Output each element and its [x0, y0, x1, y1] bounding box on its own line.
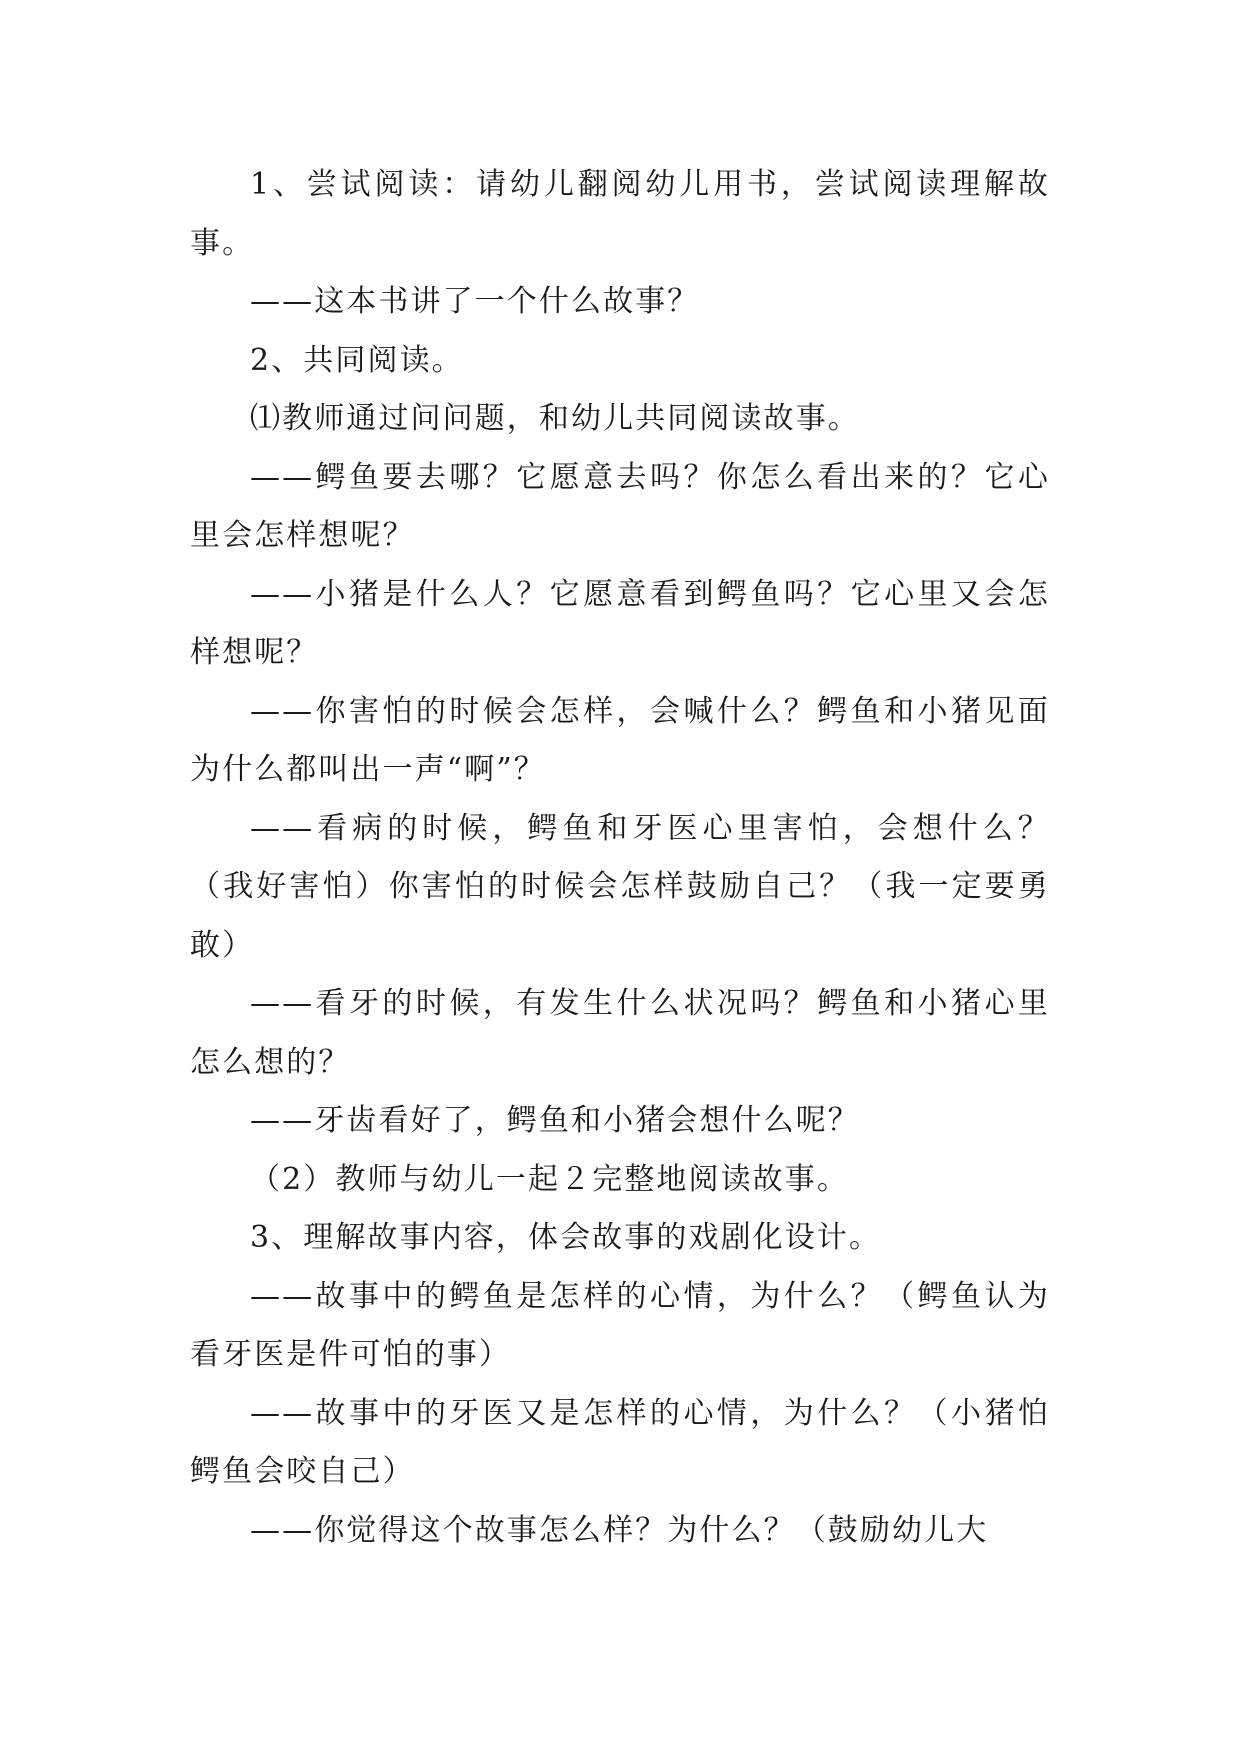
paragraph-step-2: 2、共同阅读。 — [250, 342, 464, 378]
question-line: ——鳄鱼要去哪？它愿意去吗？你怎么看出来的？它心里会怎样想呢？ — [190, 459, 1050, 553]
question-line: ——看牙的时候，有发生什么状况吗？鳄鱼和小猪心里怎么想的？ — [190, 986, 1050, 1080]
question-line: ——小猪是什么人？它愿意看到鳄鱼吗？它心里又会怎样想呢？ — [190, 576, 1050, 670]
sub-step-1: ⑴教师通过问问题，和幼儿共同阅读故事。 — [250, 401, 860, 436]
question-line: ——这本书讲了一个什么故事？ — [250, 284, 700, 319]
document-body — [190, 156, 1050, 1560]
question-line: ——故事中的鳄鱼是怎样的心情，为什么？（鳄鱼认为看牙医是件可怕的事） — [190, 1278, 1050, 1372]
question-line: ——你觉得这个故事怎么样？为什么？（鼓励幼儿大 — [250, 1512, 989, 1548]
sub-step-2: （2）教师与幼儿一起２完整地阅读故事。 — [250, 1161, 849, 1197]
question-line: ——看病的时候，鳄鱼和牙医心里害怕，会想什么？（我好害怕）你害怕的时候会怎样鼓励自己？（我一定要勇敢） — [190, 810, 1050, 963]
paragraph-step-1: 1、尝试阅读：请幼儿翻阅幼儿用书，尝试阅读理解故事。 — [190, 167, 1050, 261]
question-line: ——牙齿看好了，鳄鱼和小猪会想什么呢？ — [250, 1103, 860, 1138]
question-line: ——你害怕的时候会怎样，会喊什么？鳄鱼和小猪见面为什么都叫出一声“啊”？ — [190, 693, 1050, 787]
question-line: ——故事中的牙医又是怎样的心情，为什么？（小猪怕鳄鱼会咬自己） — [190, 1395, 1050, 1489]
paragraph-step-3: 3、理解故事内容，体会故事的戏剧化设计。 — [250, 1220, 882, 1255]
